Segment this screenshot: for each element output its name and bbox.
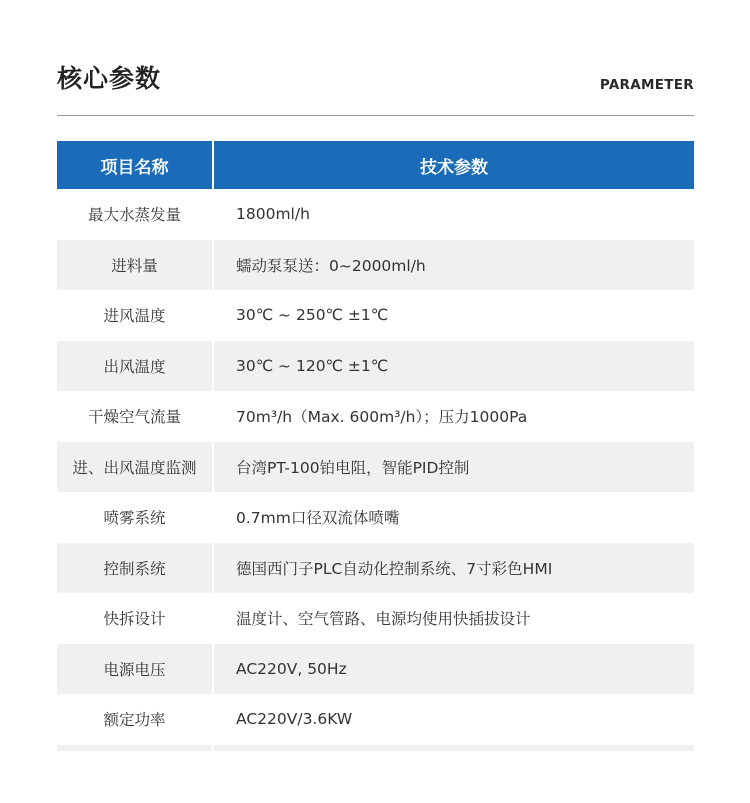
table-row	[57, 593, 694, 644]
column-header-name: 项目名称	[57, 141, 212, 189]
param-name: 出风温度	[57, 341, 212, 392]
param-name: 喷雾系统	[57, 492, 212, 543]
parameter-table	[57, 141, 694, 751]
param-value: AC220V, 50Hz	[214, 644, 694, 695]
page-title: 核心参数	[57, 64, 162, 93]
table-row	[57, 189, 694, 240]
param-name: 进、出风温度监测	[57, 442, 212, 493]
param-name: 进风温度	[57, 290, 212, 341]
param-name: 控制系统	[57, 543, 212, 594]
param-value: 蠕动泵泵送：0~2000ml/h	[214, 240, 694, 291]
table-row	[57, 543, 694, 594]
param-value: 1800ml/h	[214, 189, 694, 240]
param-name: 快拆设计	[57, 593, 212, 644]
param-name: 电源电压	[57, 644, 212, 695]
table-row-cutoff	[57, 745, 694, 751]
param-value: 台湾PT-100铂电阻，智能PID控制	[214, 442, 694, 493]
param-value: 30℃ ~ 250℃ ±1℃	[214, 290, 694, 341]
table-row	[57, 694, 694, 745]
table-row	[57, 341, 694, 392]
param-value: 德国西门子PLC自动化控制系统、7寸彩色HMI	[214, 543, 694, 594]
param-name: 最大水蒸发量	[57, 189, 212, 240]
table-header-row	[57, 141, 694, 189]
table-row	[57, 492, 694, 543]
table-row	[57, 240, 694, 291]
param-name: 进料量	[57, 240, 212, 291]
param-value: 0.7mm口径双流体喷嘴	[214, 492, 694, 543]
table-row	[57, 644, 694, 695]
table-row	[57, 442, 694, 493]
table-row	[57, 391, 694, 442]
title-divider	[57, 115, 694, 116]
column-header-value: 技术参数	[214, 141, 694, 189]
param-value: 温度计、空气管路、电源均使用快插拔设计	[214, 593, 694, 644]
param-value: 30℃ ~ 120℃ ±1℃	[214, 341, 694, 392]
page-subtitle: PARAMETER	[599, 77, 694, 93]
param-value: AC220V/3.6KW	[214, 694, 694, 745]
table-row	[57, 290, 694, 341]
param-name: 额定功率	[57, 694, 212, 745]
param-value: 70m³/h（Max. 600m³/h）；压力1000Pa	[214, 391, 694, 442]
param-name: 干燥空气流量	[57, 391, 212, 442]
